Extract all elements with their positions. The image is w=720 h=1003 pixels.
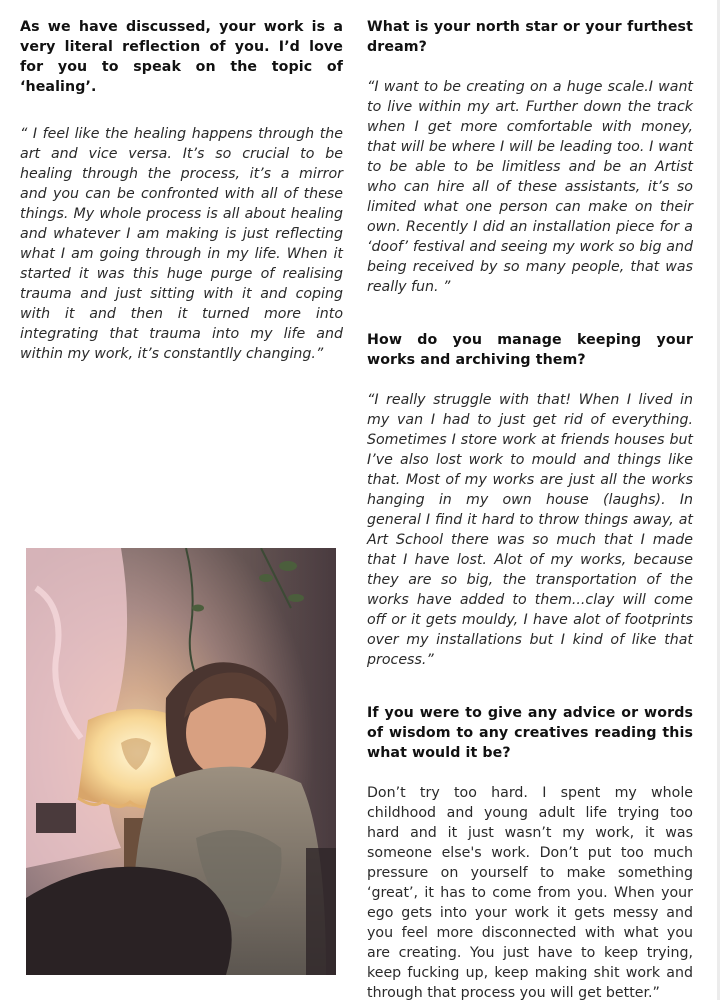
question-north-star: What is your north star or your furthest dream? <box>367 19 693 55</box>
artist-photo <box>26 548 336 975</box>
answer-advice: Don’t try too hard. I spent my whole childhood and young adult life trying too hard and it just wasn’t my work, it was someone else's work. Don’t put too much pressure on yourself to make something ‘great’, it has to come from you. When your ego gets into your work it gets messy and you feel more disconnected with what you are creating. You just have to keep trying, keep fucking up, keep making shit work and through that process you will get better.” <box>367 785 693 1001</box>
question-healing: As we have discussed, your work is a very literal reflection of you. I’d love for you to speak on the topic of ‘healing’. <box>20 19 343 95</box>
right-column <box>367 17 693 1003</box>
question-archiving: How do you manage keeping your works and archiving them? <box>367 332 693 368</box>
question-advice: If you were to give any advice or words of wisdom to any creatives reading this what would it be? <box>367 705 693 761</box>
left-column <box>20 17 343 364</box>
answer-north-star: “I want to be creating on a huge scale.I want to live within my art. Further down the track when I get more comfortable with money, that will be where I will be leading too. I want to be able to be limitless and be an Artist who can hire all of these assistants, it’s so limited what one person can make on their own. Recently I did an installation piece for a ‘doof’ festival and seeing my work so big and being received by so many people, that was really fun. ” <box>367 79 693 295</box>
answer-healing: “ I feel like the healing happens through the art and vice versa. It’s so crucial to be healing through the process, it’s a mirror and you can be confronted with all of these things. My whole process is all about healing and whatever I am making is just reflecting what I am going through in my life. When it started it was this huge purge of realising trauma and just sitting with it and coping with it and then it turned more into integrating that trauma into my life and within my work, it’s constantlly changing.” <box>20 126 343 362</box>
answer-archiving: “I really struggle with that! When I lived in my van I had to just get rid of everything. Sometimes I store work at friends houses but I’ve also lost work to mould and things like that. Most of my works are just all the works hanging in my own house (laughs). In general I find it hard to throw things away, at Art School there was so much that I made that I have lost. Alot of my works, because they are so big, the transportation of the works have added to them...clay will come off or it gets mouldy, I have alot of footprints over my installations but I kind of like that process.” <box>367 392 693 668</box>
